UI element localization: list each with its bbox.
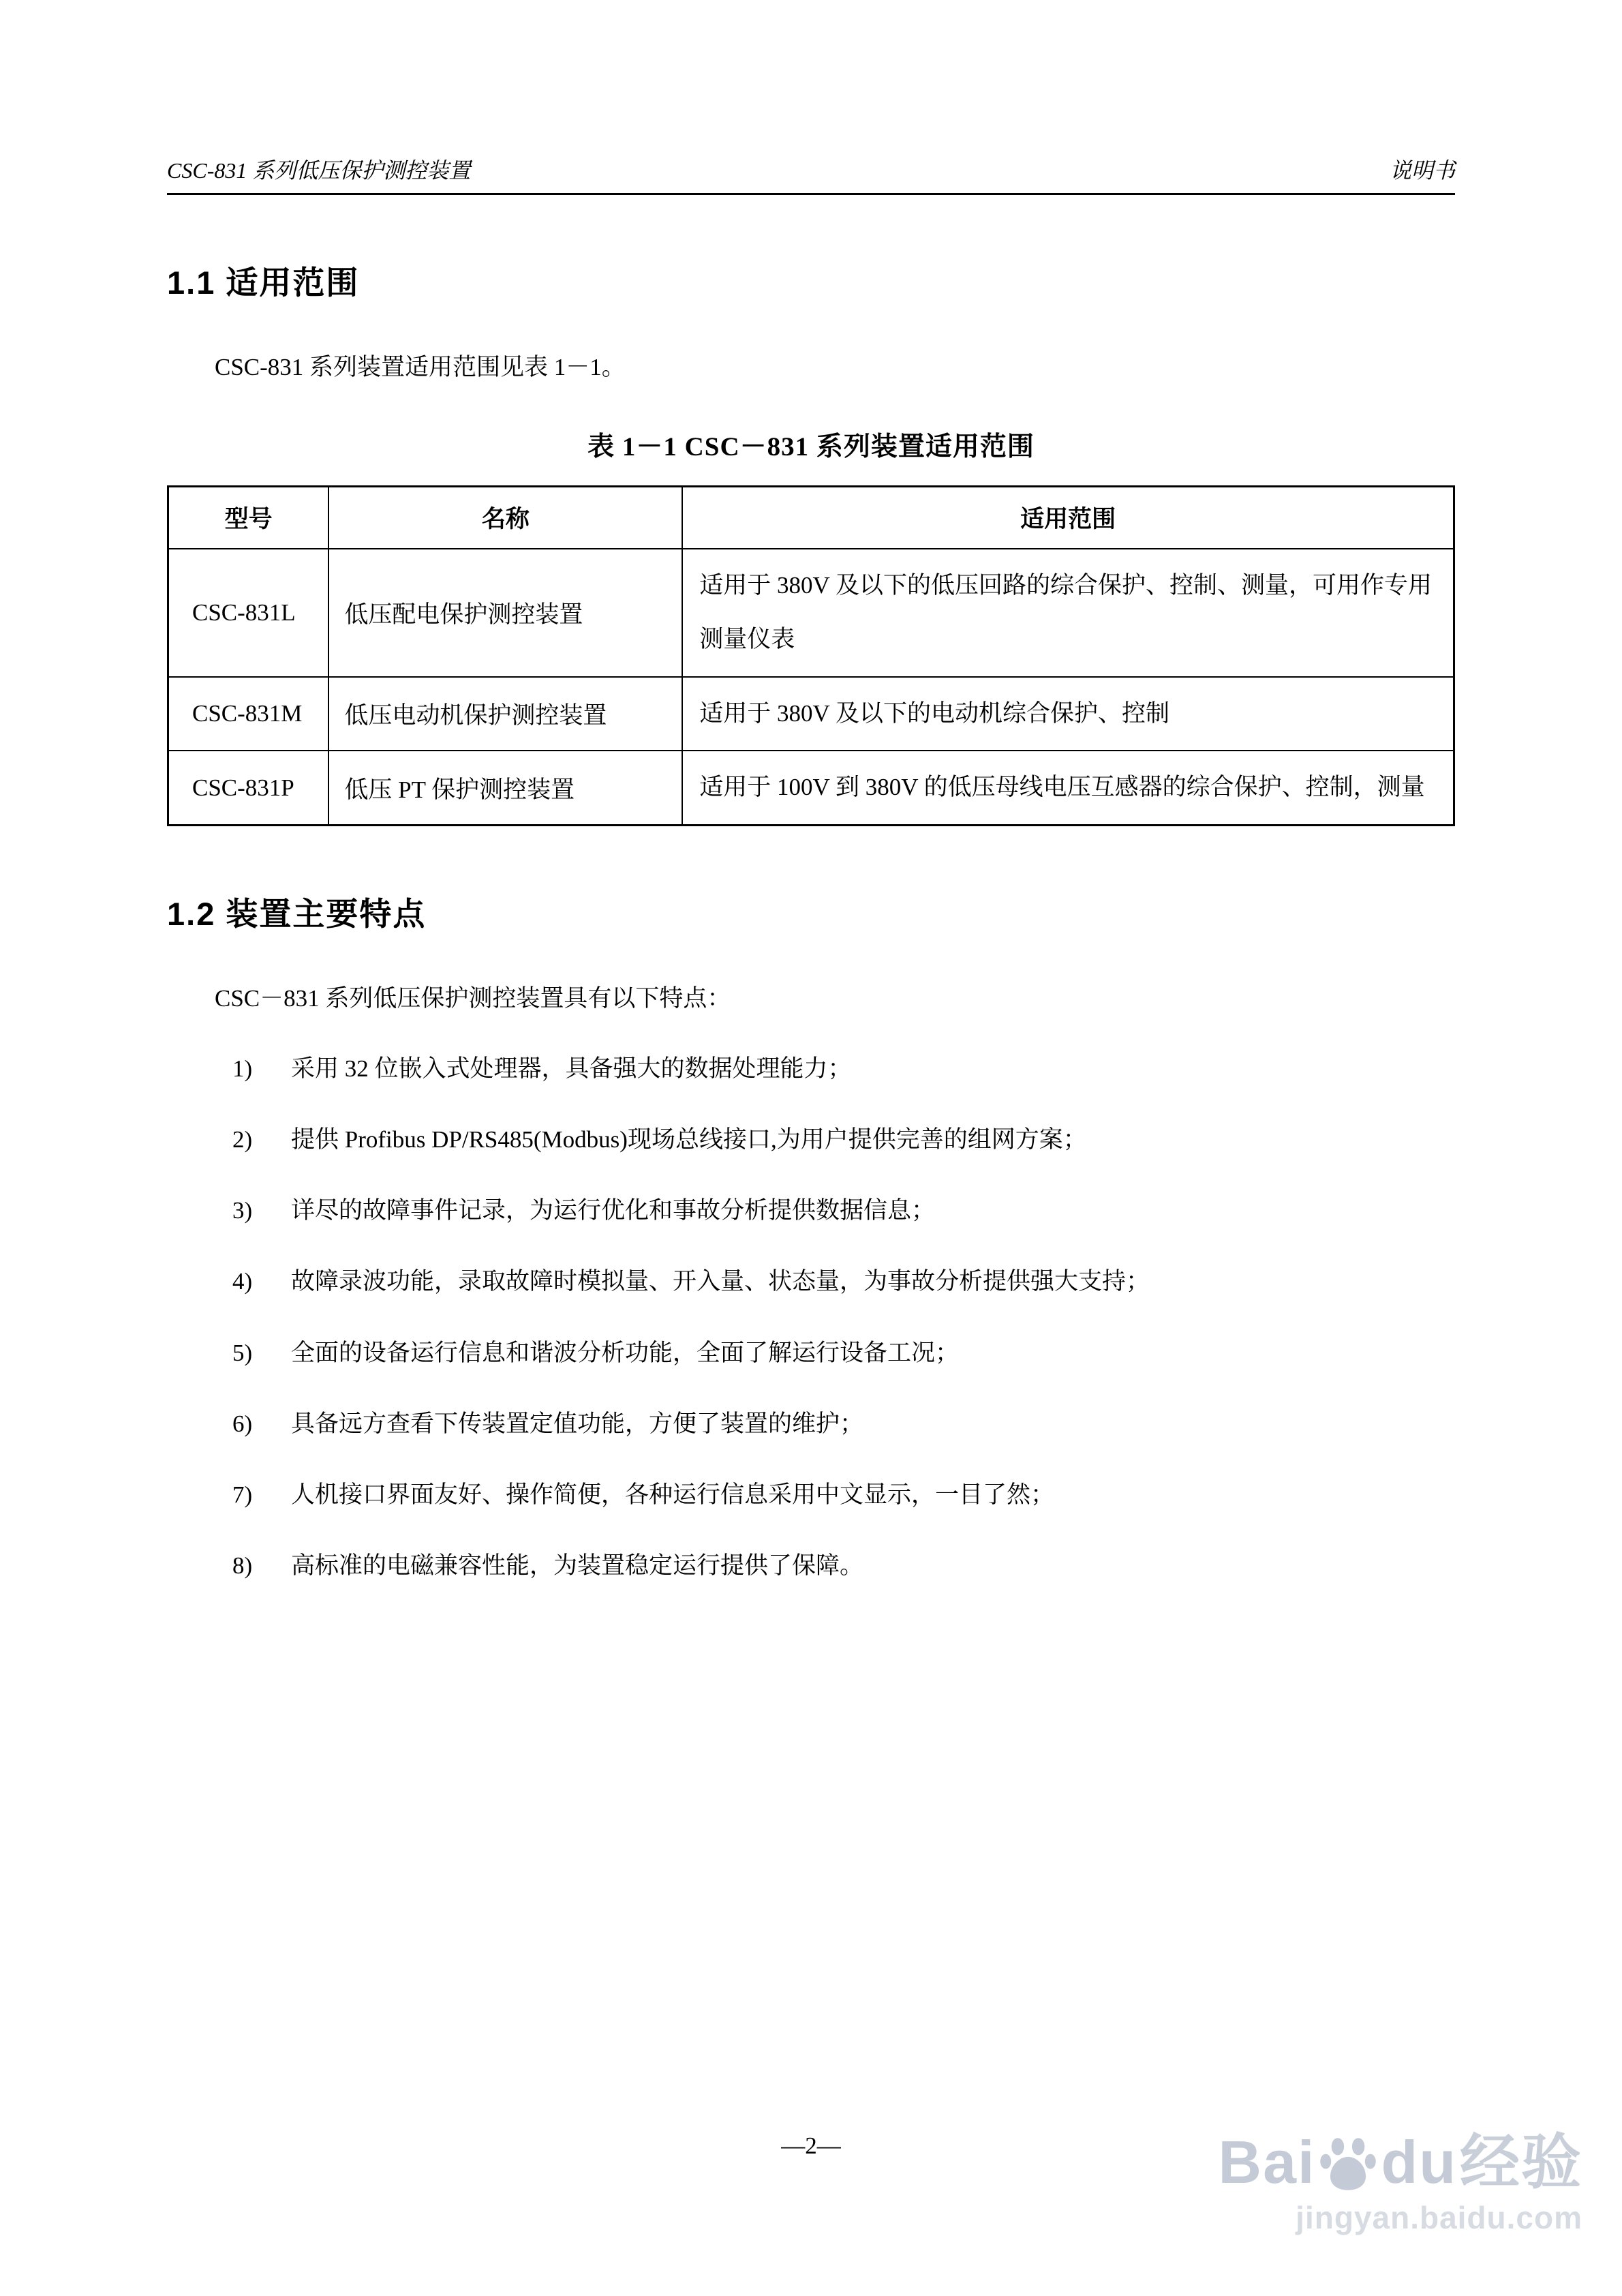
- scope-table: [167, 485, 1455, 827]
- list-item: [232, 1337, 1455, 1369]
- running-header: [167, 153, 1455, 195]
- list-item: [232, 1550, 1455, 1582]
- baidu-jingyan-watermark: [1218, 2128, 1582, 2236]
- page-number: —2—: [781, 2132, 841, 2159]
- list-item-text: 故障录波功能，录取故障时模拟量、开入量、状态量，为事故分析提供强大支持；: [291, 1268, 1150, 1295]
- list-item-number: 7): [232, 1481, 253, 1508]
- list-item-text: 提供 Profibus DP/RS485(Modbus)现场总线接口,为用户提供完善的组网方案；: [291, 1126, 1087, 1153]
- name-cell: 低压 PT 保护测控装置: [328, 751, 682, 825]
- list-item: [232, 1053, 1455, 1085]
- list-item-text: 采用 32 位嵌入式处理器，具备强大的数据处理能力；: [291, 1055, 852, 1082]
- feature-list: [232, 1053, 1455, 1582]
- header-right-label: 说明书: [1389, 158, 1455, 183]
- name-cell: 低压配电保护测控装置: [328, 549, 682, 677]
- column-header-scope: 适用范围: [682, 486, 1454, 549]
- table-row: [168, 677, 1454, 751]
- watermark-brand-part1: Bai: [1218, 2128, 1316, 2196]
- section-1-2-title: 1.2 装置主要特点: [167, 896, 427, 932]
- list-item-number: 1): [232, 1055, 253, 1082]
- model-cell: CSC-831M: [168, 677, 329, 751]
- list-item-text: 详尽的故障事件记录，为运行优化和事故分析提供数据信息；: [291, 1197, 936, 1224]
- watermark-brand-suffix: 经验: [1459, 2128, 1582, 2196]
- list-item-number: 6): [232, 1410, 253, 1437]
- list-item-text: 高标准的电磁兼容性能，为装置稳定运行提供了保障。: [291, 1552, 864, 1580]
- list-item-number: 8): [232, 1552, 253, 1580]
- list-item-text: 全面的设备运行信息和谐波分析功能，全面了解运行设备工况；: [291, 1339, 960, 1366]
- section-1-1-title: 1.1 适用范围: [167, 265, 360, 301]
- table-row: [168, 751, 1454, 825]
- scope-cell: 适用于 100V 到 380V 的低压母线电压互感器的综合保护、控制，测量: [682, 751, 1454, 825]
- list-item: [232, 1479, 1455, 1511]
- list-item-number: 4): [232, 1268, 253, 1295]
- scope-cell: 适用于 380V 及以下的电动机综合保护、控制: [682, 677, 1454, 751]
- list-item-text: 人机接口界面友好、操作简便，各种运行信息采用中文显示，一目了然；: [291, 1481, 1055, 1508]
- list-item: [232, 1194, 1455, 1226]
- paw-icon: [1319, 2135, 1377, 2192]
- model-cell: CSC-831L: [168, 549, 329, 677]
- list-item: [232, 1265, 1455, 1297]
- list-item-number: 3): [232, 1197, 253, 1224]
- list-item-number: 2): [232, 1126, 253, 1153]
- list-item-text: 具备远方查看下传装置定值功能，方便了装置的维护；: [291, 1410, 864, 1437]
- name-cell: 低压电动机保护测控装置: [328, 677, 682, 751]
- list-item-number: 5): [232, 1339, 253, 1366]
- watermark-brand-part2: du: [1381, 2128, 1457, 2196]
- model-cell: CSC-831P: [168, 751, 329, 825]
- scope-cell: 适用于 380V 及以下的低压回路的综合保护、控制、测量，可用作专用测量仪表: [682, 549, 1454, 677]
- table-header-row: [168, 486, 1454, 549]
- section-1-1-intro: CSC-831 系列装置适用范围见表 1－1。: [215, 354, 626, 380]
- watermark-url: jingyan.baidu.com: [1296, 2200, 1582, 2235]
- table-caption: 表 1－1 CSC－831 系列装置适用范围: [587, 432, 1035, 462]
- list-item: [232, 1123, 1455, 1155]
- table-row: [168, 549, 1454, 677]
- section-1-2-intro: CSC－831 系列低压保护测控装置具有以下特点：: [215, 985, 731, 1012]
- watermark-logo: [1218, 2128, 1582, 2196]
- list-item: [232, 1408, 1455, 1440]
- column-header-name: 名称: [328, 486, 682, 549]
- column-header-model: 型号: [168, 486, 329, 549]
- header-left-title: CSC-831 系列低压保护测控装置: [167, 158, 471, 183]
